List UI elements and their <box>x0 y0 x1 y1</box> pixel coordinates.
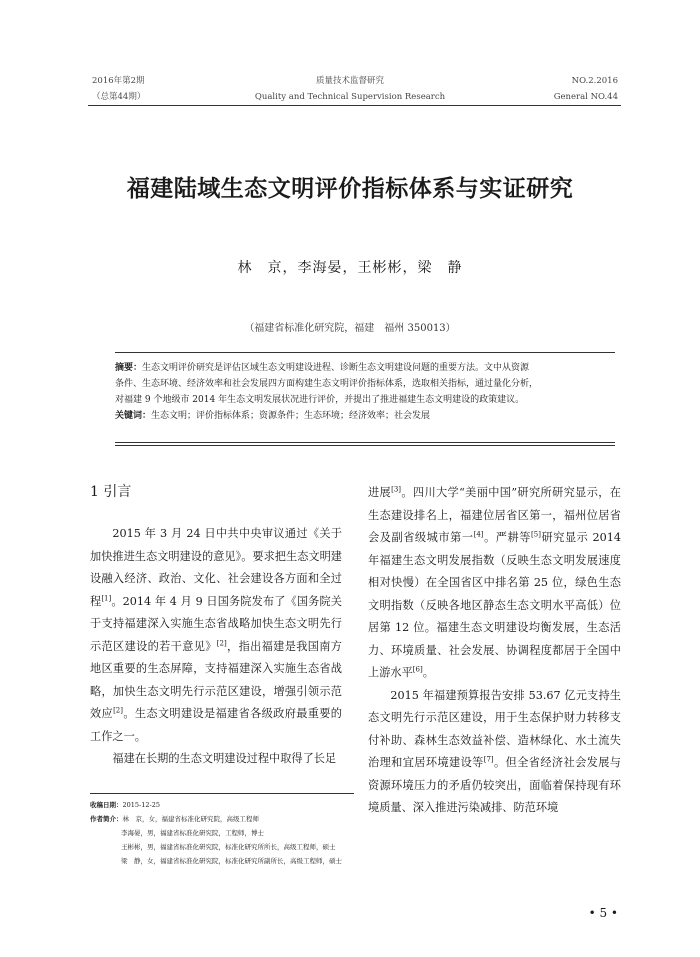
paragraph <box>90 748 342 771</box>
abstract-label: 摘要： <box>115 363 143 373</box>
paragraph-text: 进展 <box>368 486 392 499</box>
citation: [2] <box>113 706 123 715</box>
citation: [6] <box>412 665 423 674</box>
body-left-column <box>90 482 342 771</box>
paragraph-text: 2015 年福建预算报告安排 53.67 亿元支持生态文明先行示范区建设，用于生态保护财力转移支付补助、森林生态效益补偿、造林绿化、水土流失治理和宜居环境建设等 <box>368 688 621 769</box>
received-label: 收稿日期： <box>90 801 123 809</box>
header-divider <box>88 105 621 106</box>
paragraph-text: 。 <box>422 666 434 679</box>
author-bio-2: 李海晏，男，福建省标准化研究院，工程师，博士 <box>121 829 264 837</box>
footnote-divider <box>90 793 354 794</box>
abstract-text-1: 生态文明评价研究是评估区域生态文明建设进程、诊断生态文明建设问题的重要方法。文中从资源 <box>142 363 530 373</box>
author-list: 林 京，李海晏，王彬彬，梁 静 <box>237 260 463 276</box>
received-date <box>90 798 510 812</box>
abstract-line <box>115 360 615 376</box>
paragraph-text: 2015 年 3 月 24 日中共中央审议通过《关于加快推进生态文明建设的意见》。要求把生态文明建设融入经济、政治、文化、社会建设各方面和全过程 <box>90 527 342 608</box>
author-bio-4: 梁 静，女，福建省标准化研究院，标准化研究所副所长，高级工程师，硕士 <box>121 857 342 865</box>
paper-title: 福建陆域生态文明评价指标体系与实证研究 <box>126 175 574 202</box>
keywords-line <box>115 408 615 424</box>
abstract-bottom-rule-2 <box>115 445 615 446</box>
header-journal-en: Quality and Technical Supervision Research <box>254 92 446 102</box>
paragraph-text: ，指出福建是我国南方地区重要的生态屏障，支持福建深入实施生态省战略，加快生态文明先行示范区建设，增强引领示范效应 <box>90 639 342 720</box>
abstract-top-rule <box>115 352 615 353</box>
abstract-text-2: 条件、生态环境、经济效率和社会发展四方面构建生态文明评价指标体系，选取相关指标，通过量化分析， <box>115 379 539 389</box>
paragraph-text: 。严耕等 <box>483 531 532 544</box>
header-number-line: NO.2.2016 <box>571 76 618 86</box>
paragraph-text: 。四川大学“美丽中国”研究所研究显示，在生态建设排名上，福建位居省区第一，福州位居省会及副省级城市第一 <box>368 486 621 544</box>
citation: [4] <box>473 530 484 539</box>
keywords-label: 关键词： <box>115 411 152 421</box>
citation: [1] <box>101 593 112 602</box>
citation: [7] <box>483 755 494 764</box>
abstract-text-3: 对福建 9 个地级市 2014 年生态文明发展状况进行评价，并提出了推进福建生态文明建设的政策建议。 <box>115 395 525 405</box>
citation: [2] <box>216 638 227 647</box>
paragraph-text: 。但全省经济社会发展与资源环境压力的矛盾仍较突出，面临着保持现有环境质量、深入推进污染减排、防范环境 <box>368 756 621 814</box>
abstract <box>115 360 615 424</box>
section-heading: 1 引言 <box>90 484 132 500</box>
header-number-general: General NO.44 <box>553 92 618 102</box>
paragraph <box>368 482 621 685</box>
author-bio <box>90 812 510 826</box>
affiliation: （福建省标准化研究院，福建 福州 350013） <box>244 323 456 334</box>
paragraph-text: 研究显示 2014 年福建生态文明发展指数（反映生态文明发展速度相对快慢）在全国省区中排名第 25 位，绿色生态文明指数（反映各地区静态生态文明水平高低）位居第 12 位。福建生态文明建设均衡发展，生态活力、环境质量、社会发展、协调程度都居于全国中上游水平 <box>368 531 621 679</box>
paragraph-text: 福建在长期的生态文明建设过程中取得了长足 <box>112 752 337 765</box>
header-issue-total: （总第44期） <box>92 92 146 102</box>
header-journal-cn: 质量技术监督研究 <box>315 76 384 86</box>
paragraph <box>90 523 342 748</box>
author-bio-1: 林 京，女，福建省标准化研究院，高级工程师 <box>122 815 259 823</box>
body-right-column <box>368 482 621 820</box>
paragraph-text: 。生态文明建设是福建省各级政府最重要的工作之一。 <box>90 707 342 743</box>
citation: [3] <box>391 485 402 494</box>
footnote <box>90 798 510 868</box>
keywords-text: 生态文明；评价指标体系；资源条件；生态环境；经济效率；社会发展 <box>151 411 431 421</box>
author-bio-label: 作者简介： <box>90 815 123 823</box>
page-number: • 5 • <box>588 906 618 920</box>
citation: [5] <box>531 530 541 539</box>
abstract-bottom-rule <box>115 442 615 443</box>
received-value: 2015-12-25 <box>122 801 160 809</box>
header-issue-line: 2016年第2期 <box>92 76 145 86</box>
author-bio-3: 王彬彬，男，福建省标准化研究院，标准化研究所所长，高级工程师，硕士 <box>121 843 336 851</box>
paragraph-text: 。2014 年 4 月 9 日国务院发布了《国务院关于支持福建深入实施生态省战略加快生态文明先行示范区建设的若干意见》 <box>90 594 342 653</box>
header-number <box>554 73 618 105</box>
